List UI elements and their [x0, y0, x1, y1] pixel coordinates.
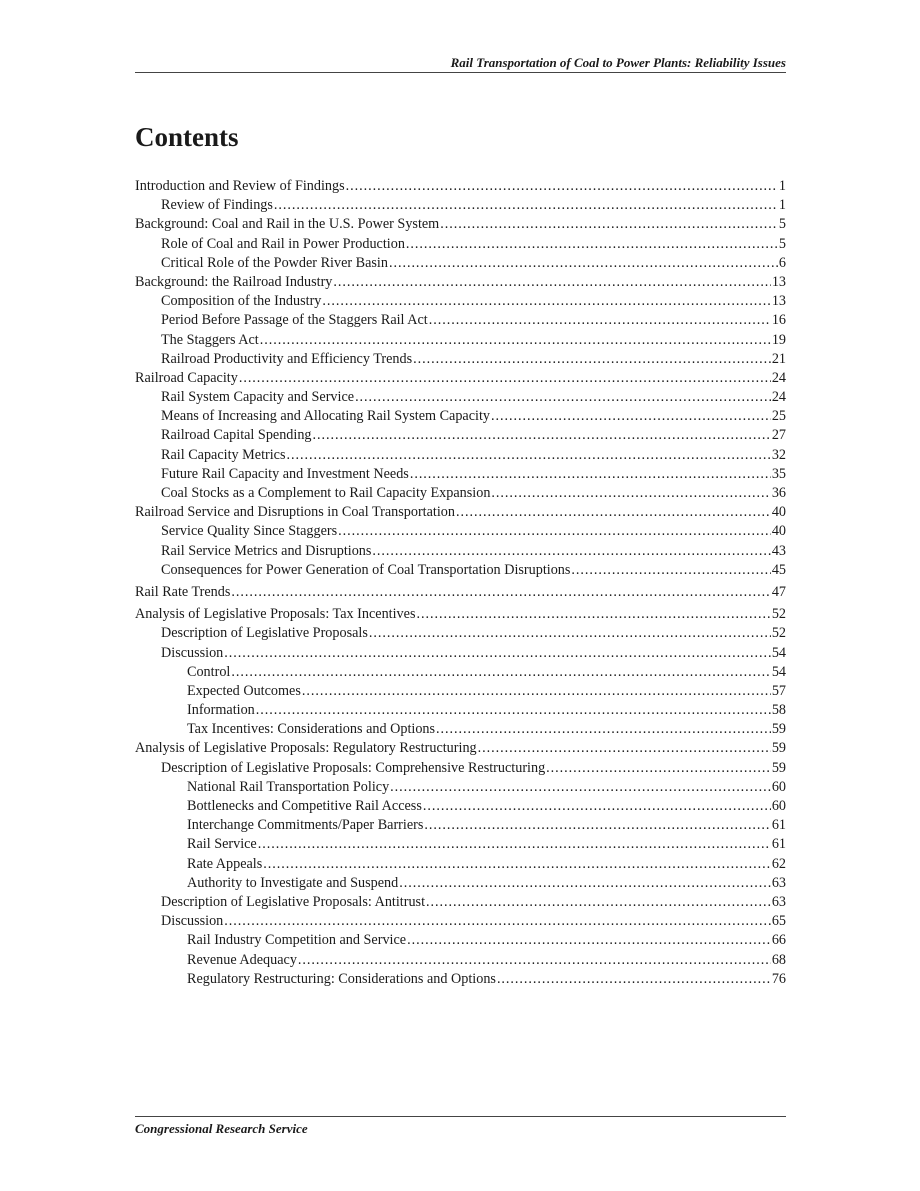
toc-entry-title: Railroad Service and Disruptions in Coal Transportation [135, 504, 455, 521]
toc-entry-page: 35 [771, 465, 786, 482]
toc-entry-title: Rail Service [187, 836, 257, 853]
header-rule [135, 72, 786, 73]
toc-entry-page: 47 [771, 583, 786, 600]
toc-entry [135, 407, 786, 426]
toc-entry-title: Background: the Railroad Industry [135, 273, 333, 290]
toc-entry [135, 663, 786, 682]
toc-entry-page: 62 [771, 855, 786, 872]
toc-entry-title: Rail Service Metrics and Disruptions [161, 542, 372, 559]
toc-entry [135, 426, 786, 445]
toc-entry-page: 57 [771, 682, 786, 699]
toc-entry-title: Authority to Investigate and Suspend [187, 874, 399, 891]
toc-entry [135, 970, 786, 989]
toc-entry-page: 21 [771, 350, 786, 367]
toc-entry-page: 76 [771, 970, 786, 987]
toc-entry-title: Period Before Passage of the Staggers Rail Act [161, 312, 428, 329]
toc-entry-title: Service Quality Since Staggers [161, 523, 338, 540]
toc-entry-page: 60 [771, 778, 786, 795]
toc-entry [135, 720, 786, 739]
toc-entry-title: Future Rail Capacity and Investment Needs [161, 465, 409, 482]
toc-entry-title: Means of Increasing and Allocating Rail System Capacity [161, 408, 490, 425]
running-footer: Congressional Research Service [135, 1121, 308, 1136]
toc-entry-title: Revenue Adequacy [187, 951, 297, 968]
toc-entry [135, 484, 786, 503]
toc-dot-leader [287, 446, 771, 465]
toc-dot-leader [389, 254, 778, 273]
toc-dot-leader [333, 273, 770, 292]
running-header: Rail Transportation of Coal to Power Plants: Reliability Issues [450, 55, 786, 70]
toc-dot-leader [416, 605, 770, 624]
toc-entry [135, 215, 786, 234]
toc-entry-page: 68 [771, 951, 786, 968]
toc-entry-title: Interchange Commitments/Paper Barriers [187, 817, 424, 834]
toc-entry-page: 65 [771, 913, 786, 930]
toc-entry-page: 24 [771, 369, 786, 386]
toc-dot-leader [546, 759, 771, 778]
toc-entry [135, 196, 786, 215]
toc-entry-page: 5 [778, 235, 786, 252]
toc-dot-leader [410, 465, 771, 484]
toc-entry-title: Coal Stocks as a Complement to Rail Capacity Expansion [161, 485, 491, 501]
toc-entry-title: Discussion [161, 644, 224, 661]
toc-entry-title: Role of Coal and Rail in Power Production [161, 235, 405, 252]
toc-dot-leader [338, 522, 771, 541]
toc-entry [135, 778, 786, 797]
toc-entry-page: 52 [771, 625, 786, 642]
toc-entry [135, 254, 786, 273]
toc-entry [135, 759, 786, 778]
toc-entry-title: Critical Role of the Powder River Basin [161, 254, 388, 271]
toc-entry-title: Rail Rate Trends [135, 583, 231, 600]
toc-dot-leader [491, 484, 770, 503]
toc-entry-page: 43 [771, 542, 786, 559]
toc-entry-page: 40 [771, 504, 786, 521]
toc-entry-title: Control [187, 663, 231, 680]
toc-dot-leader [231, 663, 770, 682]
toc-entry-page: 52 [771, 606, 786, 623]
toc-entry [135, 931, 786, 950]
toc-entry [135, 644, 786, 663]
toc-entry-title: Bottlenecks and Competitive Rail Access [187, 798, 422, 814]
toc-entry [135, 465, 786, 484]
toc-entry [135, 874, 786, 893]
toc-entry-title: Description of Legislative Proposals: Antitrust [161, 893, 426, 910]
toc-entry [135, 388, 786, 407]
toc-entry-page: 58 [771, 702, 786, 719]
toc-entry-title: Information [187, 702, 255, 719]
toc-dot-leader [258, 835, 771, 854]
toc-entry-title: National Rail Transportation Policy [187, 778, 390, 795]
toc-entry-title: Rail Industry Competition and Service [187, 932, 407, 949]
toc-entry [135, 446, 786, 465]
toc-entry [135, 561, 786, 580]
toc-dot-leader [355, 388, 771, 407]
toc-entry [135, 701, 786, 720]
toc-dot-leader [424, 816, 770, 835]
footer-rule [135, 1116, 786, 1117]
toc-dot-leader [456, 503, 771, 522]
toc-entry-page: 32 [771, 446, 786, 463]
toc-dot-leader [413, 350, 771, 369]
toc-entry [135, 739, 786, 758]
toc-entry [135, 522, 786, 541]
toc-entry-title: Rate Appeals [187, 855, 263, 872]
toc-entry [135, 912, 786, 931]
toc-entry-page: 45 [771, 561, 786, 578]
toc-entry-page: 13 [771, 293, 786, 310]
toc-entry-title: The Staggers Act [161, 331, 259, 348]
toc-entry-title: Rail System Capacity and Service [161, 389, 355, 406]
toc-entry-page: 54 [771, 644, 786, 661]
toc-entry [135, 331, 786, 350]
toc-dot-leader [406, 235, 778, 254]
toc-dot-leader [429, 311, 771, 330]
toc-dot-leader [224, 644, 771, 663]
toc-entry-title: Railroad Capital Spending [161, 427, 312, 444]
toc-entry-title: Railroad Productivity and Efficiency Trends [161, 350, 413, 367]
toc-entry-title: Background: Coal and Rail in the U.S. Power System [135, 216, 440, 233]
toc-entry [135, 835, 786, 854]
toc-dot-leader [571, 561, 770, 580]
toc-entry-page: 60 [771, 798, 786, 814]
toc-entry-page: 59 [771, 759, 786, 776]
toc-entry [135, 893, 786, 912]
toc-dot-leader [399, 874, 771, 893]
toc-dot-leader [224, 912, 771, 931]
toc-entry [135, 273, 786, 292]
toc-dot-leader [302, 682, 771, 701]
toc-entry [135, 855, 786, 874]
toc-entry [135, 311, 786, 330]
toc-entry-page: 25 [771, 408, 786, 425]
toc-entry-title: Consequences for Power Generation of Coal Transportation Disruptions [161, 561, 571, 578]
toc-dot-leader [274, 196, 778, 215]
toc-entry [135, 605, 786, 624]
toc-entry [135, 797, 786, 816]
toc-dot-leader [313, 426, 771, 445]
toc-entry-title: Review of Findings [161, 197, 273, 214]
table-of-contents [135, 177, 786, 989]
toc-entry-page: 36 [771, 485, 786, 501]
toc-entry [135, 583, 786, 602]
page-title: Contents [135, 122, 239, 152]
toc-dot-leader [260, 331, 771, 350]
toc-entry-title: Description of Legislative Proposals [161, 625, 368, 642]
toc-entry [135, 542, 786, 561]
toc-entry-title: Composition of the Industry [161, 293, 322, 310]
toc-entry [135, 951, 786, 970]
toc-entry-page: 1 [778, 197, 786, 214]
toc-entry [135, 292, 786, 311]
toc-entry-page: 54 [771, 663, 786, 680]
toc-entry-page: 66 [771, 932, 786, 949]
toc-entry [135, 816, 786, 835]
toc-entry-title: Rail Capacity Metrics [161, 446, 286, 463]
toc-dot-leader [263, 855, 771, 874]
toc-entry-page: 61 [771, 836, 786, 853]
toc-dot-leader [372, 542, 770, 561]
toc-entry-title: Description of Legislative Proposals: Comprehensive Restructuring [161, 759, 546, 776]
toc-dot-leader [346, 177, 778, 196]
toc-entry [135, 350, 786, 369]
toc-dot-leader [298, 951, 771, 970]
toc-entry-title: Introduction and Review of Findings [135, 178, 345, 194]
toc-entry-page: 16 [771, 312, 786, 329]
toc-entry-page: 6 [778, 254, 786, 271]
toc-entry-title: Tax Incentives: Considerations and Options [187, 721, 436, 738]
toc-entry-page: 63 [771, 893, 786, 910]
toc-entry-page: 1 [778, 178, 786, 194]
toc-entry-page: 40 [771, 523, 786, 540]
toc-dot-leader [231, 583, 770, 602]
toc-entry [135, 235, 786, 254]
toc-entry-page: 59 [771, 721, 786, 738]
toc-entry-page: 61 [771, 817, 786, 834]
toc-entry-page: 24 [771, 389, 786, 406]
toc-entry [135, 369, 786, 388]
toc-dot-leader [407, 931, 771, 950]
toc-dot-leader [322, 292, 770, 311]
toc-dot-leader [239, 369, 771, 388]
toc-entry-page: 27 [771, 427, 786, 444]
toc-entry-page: 19 [771, 331, 786, 348]
toc-entry-title: Expected Outcomes [187, 682, 301, 699]
toc-dot-leader [369, 624, 771, 643]
toc-entry-page: 5 [778, 216, 786, 233]
toc-dot-leader [440, 215, 778, 234]
toc-dot-leader [423, 797, 771, 816]
toc-dot-leader [497, 970, 771, 989]
toc-dot-leader [256, 701, 771, 720]
toc-entry [135, 624, 786, 643]
toc-entry-page: 59 [771, 740, 786, 757]
toc-entry-title: Regulatory Restructuring: Considerations and Options [187, 970, 496, 987]
toc-entry-page: 13 [771, 273, 786, 290]
toc-entry [135, 682, 786, 701]
toc-entry-title: Analysis of Legislative Proposals: Regulatory Restructuring [135, 740, 477, 757]
toc-entry-title: Discussion [161, 913, 224, 930]
toc-entry-page: 63 [771, 874, 786, 891]
toc-entry-title: Railroad Capacity [135, 369, 238, 386]
toc-entry [135, 177, 786, 196]
toc-dot-leader [426, 893, 771, 912]
toc-entry [135, 503, 786, 522]
toc-entry-title: Analysis of Legislative Proposals: Tax Incentives [135, 606, 416, 623]
toc-dot-leader [478, 739, 771, 758]
toc-dot-leader [491, 407, 771, 426]
toc-dot-leader [390, 778, 771, 797]
toc-dot-leader [436, 720, 771, 739]
